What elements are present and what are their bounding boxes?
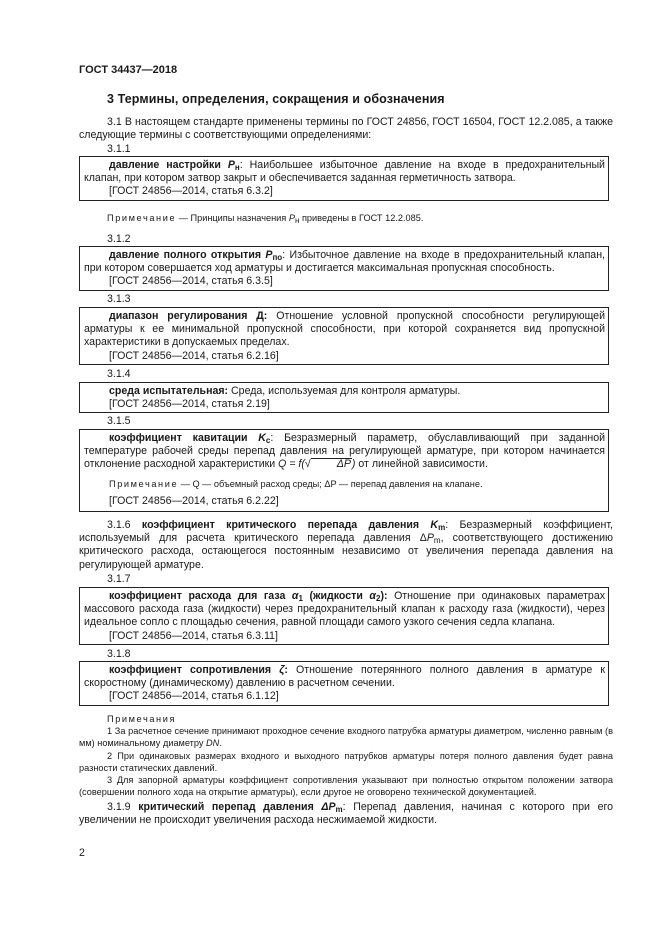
note-3-1-1: Примечание — Принципы назначения $P_н$ приведены в ГОСТ 12.2.085. <box>107 213 424 225</box>
term-number-3-1-7: 3.1.7 <box>107 573 131 585</box>
standard-header: ГОСТ 34437—2018 <box>79 64 178 76</box>
term-reference: [ГОСТ 24856—2014, статья 6.1.12] <box>109 690 279 703</box>
term-box-3-1-2 <box>79 246 609 291</box>
note-item-1: 1 За расчетное сечение принимают проходное сечение входного патрубка арматуры диаметром, численно равным (в мм) номинальному диаметру DN. <box>79 726 613 749</box>
note-item-2: 2 При одинаковых размерах входного и выходного патрубков арматуры потеря полного давления будет равна разности статических давлений. <box>79 750 613 773</box>
intro-paragraph: 3.1 В настоящем стандарте применены термины по ГОСТ 24856, ГОСТ 16504, ГОСТ 12.2.085, а также следующие термины с соответствующими определениями: <box>79 116 613 142</box>
term-number-3-1-5: 3.1.5 <box>107 415 131 427</box>
term-name: давление полного открытия $P_{по}$ <box>109 249 283 262</box>
term-name: среда испытательная: <box>109 385 229 397</box>
term-definition: среда испытательная: Среда, используемая для контроля арматуры. <box>109 385 461 397</box>
term-name: диапазон регулирования Д: <box>109 310 268 322</box>
term-reference: [ГОСТ 24856—2014, статья 6.2.22] <box>109 494 279 507</box>
flow-formula: Q = f(√ ΔP) <box>278 458 356 471</box>
term-reference: [ГОСТ 24856—2014, статья 6.3.5] <box>109 275 273 288</box>
term-number-3-1-3: 3.1.3 <box>107 293 131 305</box>
term-definition: коэффициент кавитации $K_c$: Безразмерный параметр, обуславливающий при заданной температуре рабочей среды перепад давления на регулирующей арматуре, при котором начинается отклонение расходной характеристики Q = f(√ ΔP) от линейной зависимости. <box>84 432 606 471</box>
term-box-3-1-8 <box>79 661 609 706</box>
term-reference: [ГОСТ 24856—2014, статья 6.3.2] <box>109 185 273 198</box>
term-box-3-1-4 <box>79 382 609 413</box>
notes-heading: Примечания <box>107 714 177 724</box>
term-name: коэффициент критического перепада давления $K_m$ <box>141 519 446 532</box>
term-3-1-6: 3.1.6 коэффициент критического перепада давления $K_m$: Безразмерный коэффициент, используемый для расчета критического перепада давления $\Delta P_m$, соответствующего достижению критического расхода, остающегося постоянным независимо от увеличения перепада давления на регулирующей арматуре. <box>79 519 614 571</box>
page-number: 2 <box>79 847 85 859</box>
term-reference: [ГОСТ 24856—2014, статья 2.19] <box>109 398 270 411</box>
term-box-3-1-7 <box>79 587 609 645</box>
term-box-3-1-5 <box>79 429 609 512</box>
term-definition: давление настройки $P_н$: Наибольшее избыточное давление на входе в предохранительный клапан, при котором затвор закрыт и обеспечивается заданная герметичность затвора. <box>84 159 605 185</box>
term-number-3-1-4: 3.1.4 <box>107 368 131 380</box>
term-name: коэффициент сопротивления ζ: <box>109 664 288 676</box>
term-definition: диапазон регулирования Д: Отношение условной пропускной способности регулирующей арматуры к ее минимальной пропускной способности, при которой сохраняется вид пропускной характеристики в допускаемых пределах. <box>84 310 605 349</box>
term-definition: давление полного открытия $P_{по}$: Избыточное давление на входе в предохранительный клапан, при котором совершается ход арматуры и достигается максимальная пропускная способность. <box>84 249 605 275</box>
note-item-3: 3 Для запорной арматуры коэффициент сопротивления указывают при полностью открытом положении затвора (совершении полного хода на открытие арматуры), если другое не оговорено технической документацией. <box>79 775 613 798</box>
term-reference: [ГОСТ 24856—2014, статья 6.3.11] <box>109 629 278 642</box>
term-name: критический перепад давления $\Delta P_m$ <box>138 801 343 814</box>
term-box-3-1-1 <box>79 156 609 201</box>
term-name: коэффициент кавитации $K_c$ <box>109 432 271 445</box>
term-box-3-1-3 <box>79 307 609 365</box>
term-3-1-9: 3.1.9 критический перепад давления $\Delta P_m$: Перепад давления, начиная с которого при его увеличении не происходит увеличения расхода несжимаемой жидкости. <box>79 801 613 827</box>
term-number-3-1-2: 3.1.2 <box>107 233 131 245</box>
section-title: 3 Термины, определения, сокращения и обозначения <box>107 92 445 106</box>
term-number-3-1-8: 3.1.8 <box>107 648 131 660</box>
term-number-3-1-1: 3.1.1 <box>107 143 131 155</box>
term-definition: коэффициент расхода для газа $\alpha_1$ (жидкости $\alpha_2$): Отношение при одинаковых параметрах массового расхода газа (жидкости) через предохранительный клапан к расходу газа (жидкости), через идеальное сопло с площадью сечения, равной площади самого узкого сечения седла клапана. <box>84 590 606 629</box>
term-definition: коэффициент сопротивления ζ: Отношение потерянного полного давления в арматуре к скоростному (динамическому) давлению в расчетном сечении. <box>84 664 606 690</box>
note-3-1-5: Примечание — Q — объемный расход среды; ΔP — перепад давления на клапане. <box>109 478 483 489</box>
term-name: коэффициент расхода для газа $\alpha_1$ (жидкости $\alpha_2$): <box>109 590 388 603</box>
term-reference: [ГОСТ 24856—2014, статья 6.2.16] <box>109 349 279 362</box>
notes-3-1-8 <box>79 713 613 798</box>
term-name: давление настройки $P_н$ <box>109 159 240 172</box>
